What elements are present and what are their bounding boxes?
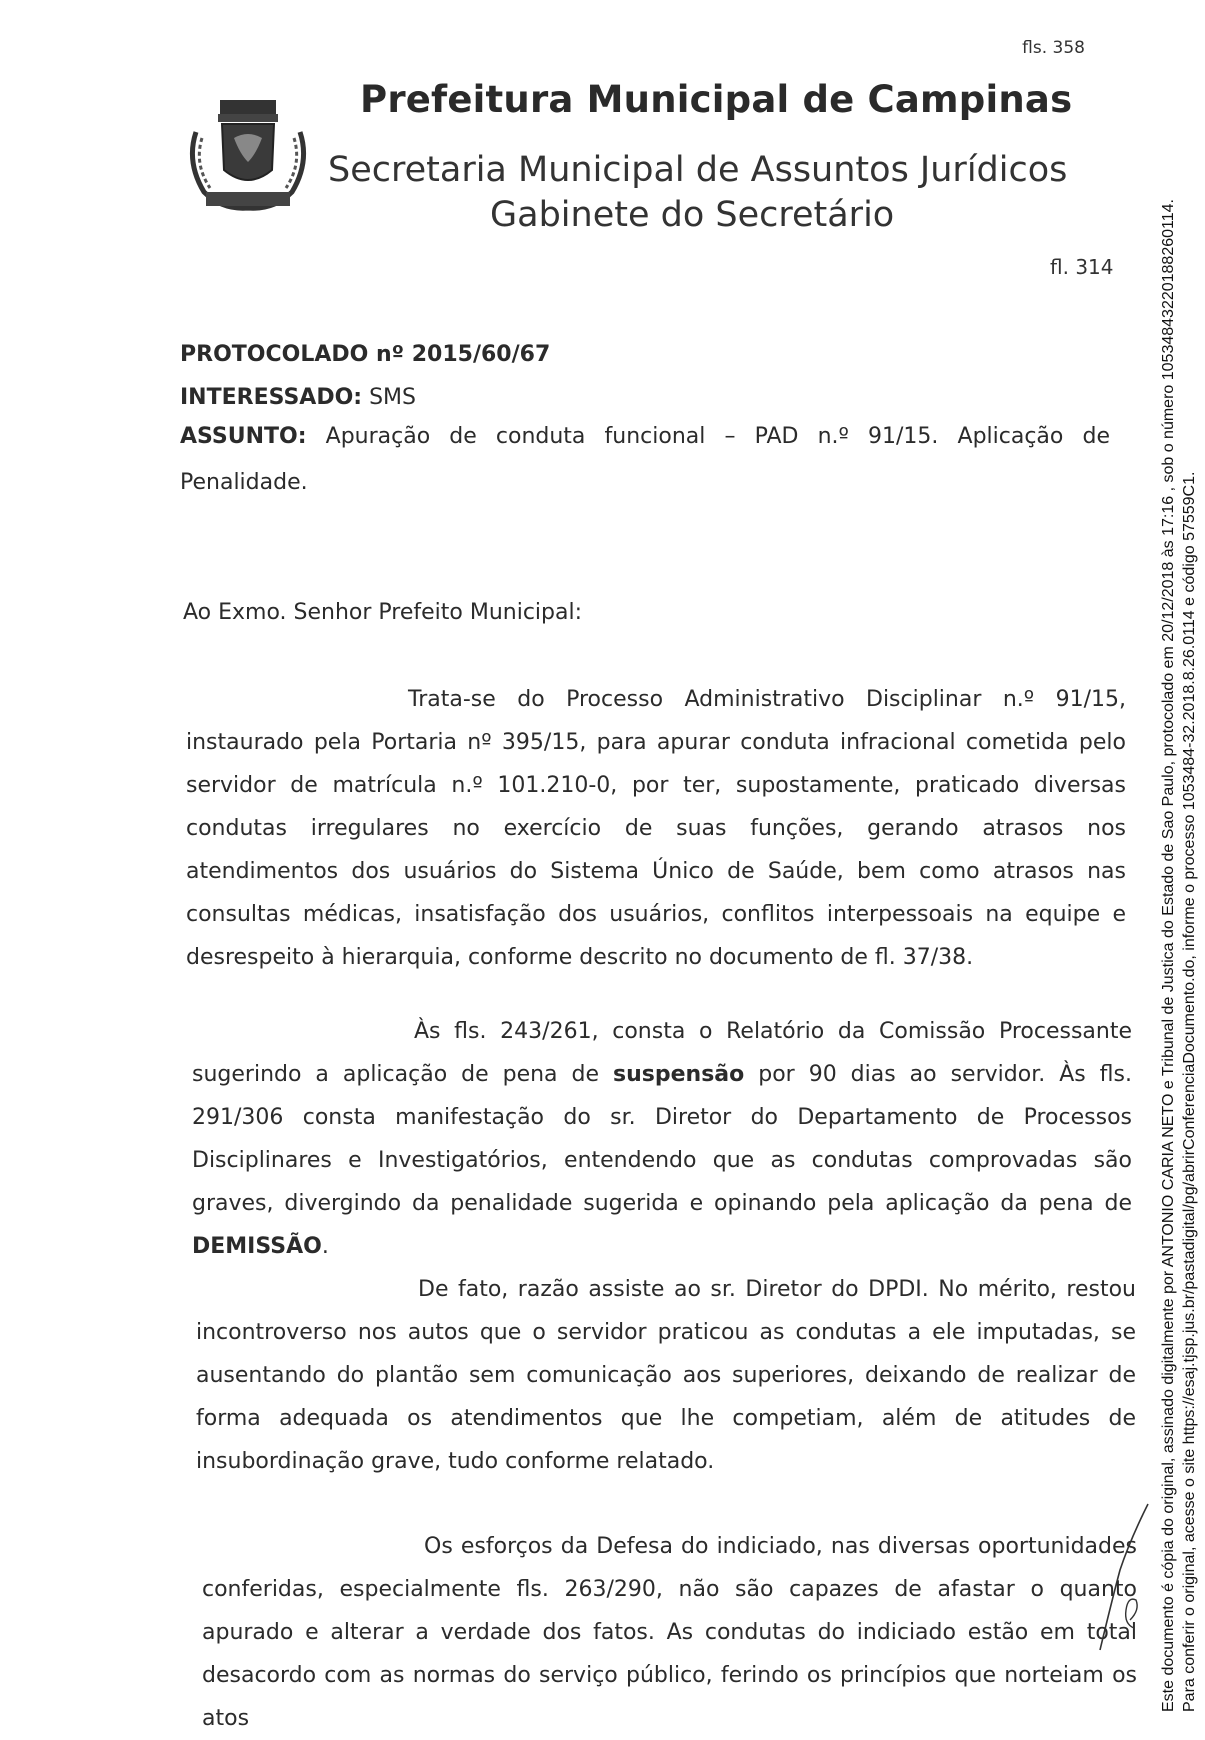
paragraph-4-text: Os esforços da Defesa do indiciado, nas diversas oportunidades conferidas, especialmente fls. 263/290, não são capazes de afastar o quanto apurado e alterar a verdade dos fatos. As condutas do indiciado estão em total desacordo com as normas do serviço público, ferindo os princípios que norteiam os atos (202, 1534, 1137, 1731)
paragraph-2-text-b: por 90 dias ao servidor. Às fls. 291/306 consta manifestação do sr. Diretor do Departamento de Processos Disciplinares e Investigatórios, entendendo que as condutas comprovadas são graves, divergindo da penalidade sugerida e opinando pela aplicação da pena de (192, 1062, 1132, 1216)
page-number-top: fls. 358 (1022, 38, 1085, 58)
digital-signature-stamp (1158, 12, 1200, 1712)
interessado-line (180, 385, 416, 410)
paragraph-3-text: De fato, razão assiste ao sr. Diretor do DPDI. No mérito, restou incontroverso nos autos que o servidor praticou as condutas a ele imputadas, se ausentando do plantão sem comunicação aos superiores, deixando de realizar de forma adequada os atendimentos que lhe competiam, além de atitudes de insubordinação grave, tudo conforme relatado. (196, 1277, 1136, 1474)
paragraph-2-text-c: . (321, 1234, 329, 1259)
greeting: Ao Exmo. Senhor Prefeito Municipal: (183, 600, 583, 625)
municipal-crest-icon (182, 92, 314, 214)
assunto-continuation: Penalidade. (180, 470, 308, 495)
header-title: Prefeitura Municipal de Campinas (360, 78, 1073, 121)
protocolado-line (180, 342, 550, 367)
header-subtitle: Secretaria Municipal de Assuntos Jurídicos (328, 150, 1068, 190)
paragraph-2-bold-suspensao: suspensão (613, 1062, 745, 1087)
header-department: Gabinete do Secretário (490, 195, 895, 235)
interessado-label: INTERESSADO: (180, 385, 363, 410)
assunto-line (180, 424, 1110, 449)
stamp-line-2: Para conferir o original, acesse o site https://esaj.tjsp.jus.br/pastadigital/pg/abrirConferenciaDocumento.do, informe o processo 1053484-32.2018.8.26.0114 e código 57559C1. (1181, 471, 1198, 1712)
paragraph-4 (202, 1525, 1137, 1740)
assunto-label: ASSUNTO: (180, 424, 307, 449)
paragraph-2 (192, 1010, 1132, 1268)
paragraph-2-bold-demissao: DEMISSÃO (192, 1234, 322, 1259)
stamp-line-1: Este documento é cópia do original, assinado digitalmente por ANTONIO CARIA NETO e Tribunal de Justica do Estado de Sao Paulo, protocolado em 20/12/2018 às 17:16 , sob o número 10534843220188260114. (1160, 199, 1177, 1712)
paragraph-1 (186, 678, 1126, 979)
folio-number: fl. 314 (1050, 255, 1114, 279)
paragraph-2-text-a: Às fls. 243/261, consta o Relatório da Comissão Processante sugerindo a aplicação de pena de (192, 1019, 1132, 1087)
interessado-value: SMS (369, 385, 417, 410)
assunto-value: Apuração de conduta funcional – PAD n.º 91/15. Aplicação de (325, 424, 1110, 449)
paragraph-1-text: Trata-se do Processo Administrativo Disciplinar n.º 91/15, instaurado pela Portaria nº 395/15, para apurar conduta infracional cometida pelo servidor de matrícula n.º 101.210-0, por ter, supostamente, praticado diversas condutas irregulares no exercício de suas funções, gerando atrasos nos atendimentos dos usuários do Sistema Único de Saúde, bem como atrasos nas consultas médicas, insatisfação dos usuários, conflitos interpessoais na equipe e desrespeito à hierarquia, conforme descrito no documento de fl. 37/38. (186, 687, 1126, 970)
paragraph-3 (196, 1268, 1136, 1483)
protocolado-label: PROTOCOLADO nº 2015/60/67 (180, 342, 551, 367)
signature-mark (1060, 1500, 1160, 1660)
